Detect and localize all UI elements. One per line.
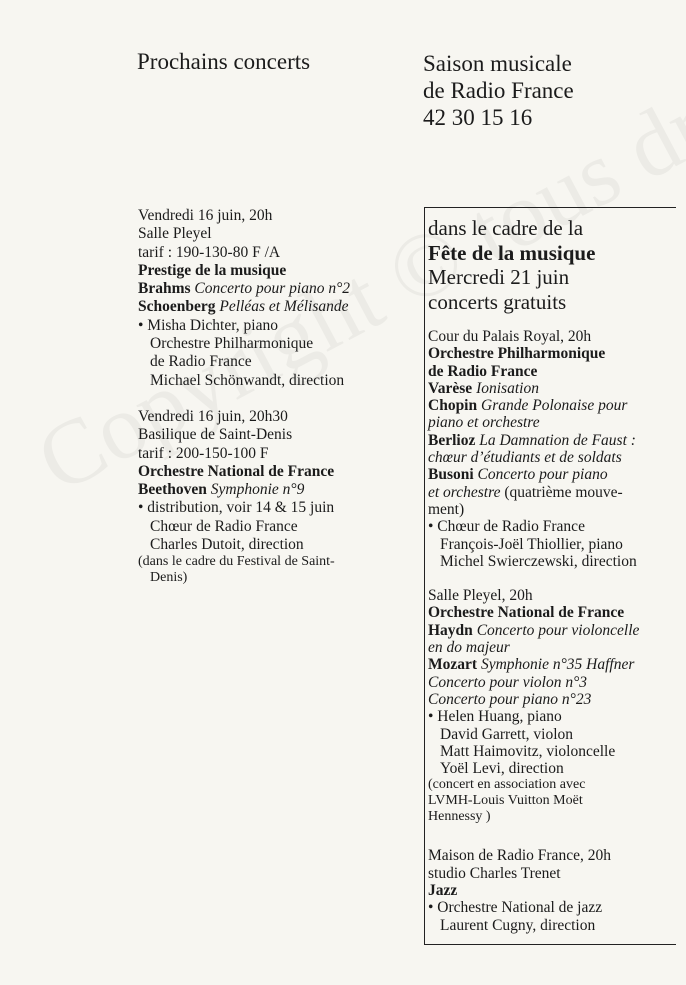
program-item [428,380,684,397]
performer: • distribution, voir 14 & 15 juin [138,499,335,517]
concert-note: LVMH-Louis Vuitton Moët [428,793,583,809]
concert-pleyel-16-juin [138,207,408,390]
orchestra: Orchestre National de France [428,604,625,622]
performer: David Garrett, violon [440,725,574,743]
program-item [138,280,408,298]
concert-venue: Salle Pleyel [138,225,212,243]
work-title: Concerto pour piano n°23 [428,690,592,708]
work-title: Pelléas et Mélisande [219,298,349,316]
performer: • Helen Huang, piano [428,708,562,726]
performer: • Chœur de Radio France [428,518,585,536]
program-item [428,622,684,639]
work-title: Concerto pour violoncelle [476,621,640,639]
season-line-2: de Radio France [423,78,574,103]
composer: Chopin [428,397,478,415]
concert-venue: Cour du Palais Royal, 20h [428,328,592,345]
page-title: Prochains concerts [137,49,311,74]
performer: Yoël Levi, direction [440,760,564,778]
concert-venue: Maison de Radio France, 20h [428,847,611,865]
right-column [428,216,684,934]
concert-tarif: tarif : 200-150-100 F [138,444,269,462]
program-item [138,481,408,499]
concert-genre: Jazz [428,882,458,900]
work-title: piano et orchestre [428,414,540,432]
box-heading: Mercredi 21 juin [428,265,570,289]
concert-palais-royal [428,328,684,570]
performer: de Radio France [150,353,252,371]
concert-saint-denis [138,408,408,586]
concert-tarif: tarif : 190-130-80 F /A [138,243,281,261]
box-heading: concerts gratuits [428,289,567,314]
work-title: Concerto pour violon n°3 [428,673,588,691]
work-note: (quatrième mouve- [504,483,623,501]
concert-note: (concert en association avec [428,777,586,793]
work-title: Concerto pour piano n°2 [194,280,351,298]
program-item [428,432,684,449]
program-item [428,484,684,501]
work-note: ment) [428,500,465,518]
program-item [428,397,684,414]
performer: Michel Swierczewski, direction [440,552,637,570]
work-title: Grande Polonaise pour [481,397,628,415]
season-line-1: Saison musicale [423,51,572,76]
program-item [138,298,408,316]
program-item [428,656,684,673]
work-title: chœur d’étudiants et de soldats [428,449,622,467]
season-phone: 42 30 15 16 [423,105,533,130]
orchestra: Orchestre National de France [138,462,335,480]
composer: Haydn [428,621,473,639]
concert-note: Denis) [150,570,188,586]
box-heading: dans le cadre de la [428,216,584,240]
performer: • Orchestre National de jazz [428,899,603,917]
concert-maison-radio-france [428,847,684,933]
season-header [423,50,574,131]
concert-date: Vendredi 16 juin, 20h30 [138,407,288,425]
composer: Beethoven [138,481,207,499]
work-title: La Damnation de Faust : [479,431,636,449]
performer: Orchestre Philharmonique [150,335,314,353]
box-heading: Fête de la musique [428,240,596,265]
work-title: Symphonie n°9 [210,481,305,499]
performer: Chœur de Radio France [150,517,298,535]
performer: François-Joël Thiollier, piano [440,535,623,553]
work-title: en do majeur [428,639,510,657]
concert-venue: Salle Pleyel, 20h [428,587,533,605]
left-column [138,207,408,604]
performer: • Misha Dichter, piano [138,316,278,334]
concert-series: Prestige de la musique [138,261,287,279]
work-title: Symphonie n°35 Haffner [480,656,635,674]
performer: Laurent Cugny, direction [440,916,596,934]
work-title: Ionisation [476,379,539,397]
performer: Michael Schönwandt, direction [150,371,345,389]
performer: Matt Haimovitz, violoncelle [440,742,616,760]
concert-note: Hennessy ) [428,809,491,825]
composer: Busoni [428,466,474,484]
concert-pleyel-21-juin [428,587,684,825]
orchestra: Orchestre Philharmonique [428,345,606,363]
composer: Brahms [138,280,191,298]
composer: Mozart [428,656,478,674]
composer: Berlioz [428,431,476,449]
concert-venue: Basilique de Saint-Denis [138,426,293,444]
concert-date: Vendredi 16 juin, 20h [138,207,273,224]
concert-studio: studio Charles Trenet [428,864,561,882]
orchestra: de Radio France [428,362,538,380]
work-title: et orchestre [428,483,501,501]
composer: Schoenberg [138,298,216,316]
program-item [428,466,684,483]
composer: Varèse [428,379,473,397]
concert-note: (dans le cadre du Festival de Saint- [138,554,335,570]
work-title: Concerto pour piano [477,466,608,484]
performer: Charles Dutoit, direction [150,536,304,554]
